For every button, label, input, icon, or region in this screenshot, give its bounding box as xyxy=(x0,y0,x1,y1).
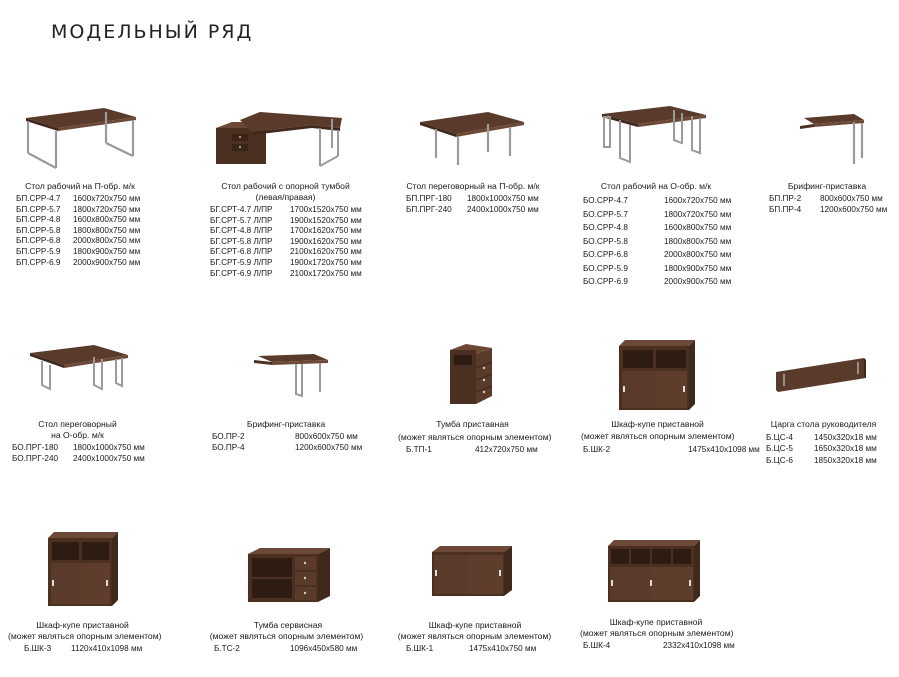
product-name: Стол переговорный на П-обр. м/к xyxy=(406,181,540,191)
spec-row xyxy=(583,235,731,249)
spec-list xyxy=(406,194,539,215)
spec-dimensions: 1800х900х750 мм xyxy=(664,263,732,273)
spec-code: БО.СРР-5.8 xyxy=(583,236,628,246)
spec-dimensions: 1096х450х580 мм xyxy=(290,644,358,653)
spec-code: БГ.СРТ-4.7 Л/ПР xyxy=(210,205,273,214)
spec-row xyxy=(406,194,539,205)
spec-dimensions: 1600х720х750 мм xyxy=(664,196,732,205)
spec-list xyxy=(210,205,362,279)
spec-code: БП.СРР-4.8 xyxy=(16,215,61,225)
spec-row xyxy=(16,258,140,269)
spec-dimensions: 1450х320х18 мм xyxy=(814,433,877,442)
briefing-extension-o-icon xyxy=(254,352,334,400)
product-name: Шкаф-купе приставной xyxy=(428,620,522,630)
spec-dimensions: 1900х1720х750 мм xyxy=(290,257,362,267)
spec-dimensions: 2000х800х750 мм xyxy=(73,236,141,246)
spec-dimensions: 2100х1720х750 мм xyxy=(290,268,362,278)
spec-code: БГ.СРТ-4.8 Л/ПР xyxy=(210,226,273,236)
spec-dimensions: 2400х1000х750 мм xyxy=(73,453,145,463)
spec-list xyxy=(24,644,142,655)
product-name: Стол рабочий с опорной тумбой xyxy=(221,181,350,191)
spec-code: БП.ПР-2 xyxy=(769,194,802,203)
spec-row xyxy=(16,247,140,258)
spec-row xyxy=(769,194,887,205)
product-note: (может являться опорным элементом) xyxy=(209,631,364,641)
spec-row xyxy=(766,432,877,443)
spec-dimensions: 1600х800х750 мм xyxy=(73,215,141,225)
wide-sliding-cabinet-icon xyxy=(606,540,702,604)
spec-dimensions: 1600х720х750 мм xyxy=(73,194,141,203)
spec-list xyxy=(212,432,362,453)
spec-dimensions: 1600х800х750 мм xyxy=(664,223,732,232)
spec-dimensions: 800х600х750 мм xyxy=(295,432,358,441)
spec-row xyxy=(210,226,362,237)
spec-dimensions: 1475х410х750 мм xyxy=(469,644,537,653)
spec-list xyxy=(769,194,887,215)
spec-row xyxy=(406,205,539,216)
spec-dimensions: 1700х1520х750 мм xyxy=(290,205,362,214)
spec-dimensions: 1650х320х18 мм xyxy=(814,444,877,454)
spec-row xyxy=(210,216,362,227)
spec-row xyxy=(210,205,362,216)
spec-code: БО.СРР-4.7 xyxy=(583,196,628,205)
spec-code: Б.ШК-3 xyxy=(24,644,52,653)
spec-code: Б.ЦС-5 xyxy=(766,444,793,454)
spec-code: БП.СРР-4.7 xyxy=(16,194,61,203)
spec-dimensions: 1800х720х750 мм xyxy=(664,209,732,219)
spec-code: Б.ЦС-4 xyxy=(766,433,793,442)
spec-dimensions: 1800х1000х750 мм xyxy=(467,194,539,203)
spec-code: БП.СРР-6.8 xyxy=(16,236,61,246)
desk-o-frame-icon xyxy=(600,106,710,166)
spec-dimensions: 1800х900х750 мм xyxy=(73,246,141,256)
spec-code: Б.ТП-1 xyxy=(406,445,432,454)
spec-list xyxy=(16,194,140,268)
spec-dimensions: 800х600х750 мм xyxy=(820,194,883,203)
spec-row xyxy=(766,443,877,454)
product-name: Царга стола руководителя xyxy=(770,419,877,429)
spec-dimensions: 1800х720х750 мм xyxy=(73,204,141,214)
spec-list xyxy=(766,432,877,466)
spec-dimensions: 1800х1000х750 мм xyxy=(73,443,145,452)
product-note: (левая/правая) xyxy=(255,192,316,202)
spec-code: БП.СРР-5.8 xyxy=(16,225,61,235)
spec-dimensions: 1850х320х18 мм xyxy=(814,455,877,465)
spec-list xyxy=(406,644,536,655)
spec-code: БП.ПРГ-240 xyxy=(406,204,452,214)
spec-row xyxy=(212,432,362,443)
spec-code: БО.СРР-5.9 xyxy=(583,263,628,273)
spec-row xyxy=(583,248,731,262)
spec-code: БО.СРР-4.8 xyxy=(583,223,628,232)
spec-code: БГ.СРТ-6.9 Л/ПР xyxy=(210,268,273,278)
spec-dimensions: 412х720х750 мм xyxy=(475,445,538,454)
desk-with-pedestal-icon xyxy=(212,110,352,170)
spec-code: БО.СРР-5.7 xyxy=(583,209,628,219)
spec-dimensions: 2100х1620х750 мм xyxy=(290,247,362,257)
spec-row xyxy=(210,269,362,280)
spec-dimensions: 2332х410х1098 мм xyxy=(663,641,735,650)
spec-list xyxy=(583,445,760,456)
product-name: Брифинг-приставка xyxy=(246,419,326,429)
spec-code: БО.ПР-2 xyxy=(212,432,245,441)
spec-row xyxy=(16,236,140,247)
product-note: (может являться опорным элементом) xyxy=(580,628,734,638)
spec-row xyxy=(406,445,538,456)
spec-list xyxy=(214,644,357,655)
spec-row xyxy=(210,258,362,269)
spec-code: БП.СРР-6.9 xyxy=(16,257,61,267)
desk-p-frame-icon xyxy=(22,108,142,170)
spec-dimensions: 2000х800х750 мм xyxy=(664,250,732,259)
spec-row xyxy=(210,247,362,258)
spec-dimensions: 1800х800х750 мм xyxy=(73,225,141,235)
spec-code: Б.ТС-2 xyxy=(214,644,240,653)
spec-code: Б.ЦС-6 xyxy=(766,455,793,465)
product-name: Стол рабочий на О-обр. м/к xyxy=(600,181,712,191)
spec-dimensions: 1700х1620х750 мм xyxy=(290,226,362,236)
spec-code: БП.ПР-4 xyxy=(769,204,802,214)
spec-code: БО.СРР-6.9 xyxy=(583,277,628,286)
spec-code: БГ.СРТ-5.8 Л/ПР xyxy=(210,236,273,246)
spec-row xyxy=(406,644,536,655)
spec-dimensions: 1200х600х750 мм xyxy=(295,442,363,452)
briefing-extension-icon xyxy=(800,112,870,168)
spec-list xyxy=(12,443,145,464)
spec-list xyxy=(583,641,735,652)
product-name: Тумба приставная xyxy=(436,419,509,429)
spec-dimensions: 1800х800х750 мм xyxy=(664,236,732,246)
spec-code: БГ.СРТ-5.9 Л/ПР xyxy=(210,257,273,267)
spec-row xyxy=(583,194,731,208)
spec-code: БО.СРР-6.8 xyxy=(583,250,628,259)
spec-code: Б.ШК-2 xyxy=(583,445,611,454)
spec-code: БГ.СРТ-5.7 Л/ПР xyxy=(210,215,273,225)
spec-row xyxy=(583,221,731,235)
spec-code: БП.СРР-5.7 xyxy=(16,204,61,214)
spec-code: БГ.СРТ-6.8 Л/ПР xyxy=(210,247,273,257)
product-note: (может являться опорным элементом) xyxy=(8,631,162,641)
spec-row xyxy=(766,455,877,466)
spec-row xyxy=(12,454,145,465)
spec-row xyxy=(16,226,140,237)
spec-dimensions: 1900х1620х750 мм xyxy=(290,236,362,246)
spec-row xyxy=(583,208,731,222)
spec-dimensions: 2400х1000х750 мм xyxy=(467,204,539,214)
product-note: на О-обр. м/к xyxy=(51,430,104,440)
spec-row xyxy=(583,445,760,456)
product-note: (может являться опорным элементом) xyxy=(397,631,552,641)
spec-list xyxy=(583,194,731,289)
spec-list xyxy=(406,445,538,456)
product-name: Брифинг-приставка xyxy=(787,181,867,191)
spec-row xyxy=(24,644,142,655)
spec-code: БО.ПРГ-240 xyxy=(12,453,59,463)
spec-row xyxy=(16,194,140,205)
spec-row xyxy=(16,215,140,226)
spec-row xyxy=(583,641,735,652)
spec-row xyxy=(769,205,887,216)
spec-code: Б.ШК-4 xyxy=(583,641,611,650)
product-name: Шкаф-купе приставной xyxy=(36,620,129,630)
spec-row xyxy=(212,443,362,454)
service-pedestal-icon xyxy=(246,546,332,604)
product-name: Шкаф-купе приставной xyxy=(611,419,704,429)
product-name: Стол переговорный xyxy=(38,419,117,429)
product-name: Тумба сервисная xyxy=(253,620,323,630)
sliding-cabinet-small-icon xyxy=(46,532,120,608)
spec-row xyxy=(214,644,357,655)
product-note: (может являться опорным элементом) xyxy=(581,431,735,441)
meeting-table-o-icon xyxy=(28,345,132,395)
modesty-panel-icon xyxy=(774,356,870,396)
spec-code: БО.ПРГ-180 xyxy=(12,443,59,452)
pedestal-icon xyxy=(446,344,494,406)
spec-dimensions: 1200х600х750 мм xyxy=(820,204,888,214)
sliding-cabinet-icon xyxy=(617,340,697,412)
product-name: Стол рабочий на П-обр. м/к xyxy=(25,181,135,191)
spec-dimensions: 2000х900х750 мм xyxy=(664,277,732,286)
spec-code: БО.ПР-4 xyxy=(212,442,245,452)
product-note: (может являться опорным элементом) xyxy=(398,432,552,442)
spec-code: Б.ШК-1 xyxy=(406,644,434,653)
spec-code: БП.СРР-5.9 xyxy=(16,246,61,256)
low-sliding-cabinet-icon xyxy=(430,546,514,598)
meeting-table-icon xyxy=(418,110,528,166)
spec-dimensions: 1900х1520х750 мм xyxy=(290,215,362,225)
spec-row xyxy=(583,262,731,276)
spec-code: БП.ПРГ-180 xyxy=(406,194,452,203)
spec-dimensions: 1475х410х1098 мм xyxy=(688,445,760,454)
product-name: Шкаф-купе приставной xyxy=(609,617,703,627)
spec-dimensions: 1120х410х1098 мм xyxy=(71,644,143,653)
spec-row xyxy=(583,275,731,289)
spec-dimensions: 2000х900х750 мм xyxy=(73,257,141,267)
page-title: МОДЕЛЬНЫЙ РЯД xyxy=(51,21,254,43)
spec-row xyxy=(16,205,140,216)
spec-row xyxy=(210,237,362,248)
spec-row xyxy=(12,443,145,454)
